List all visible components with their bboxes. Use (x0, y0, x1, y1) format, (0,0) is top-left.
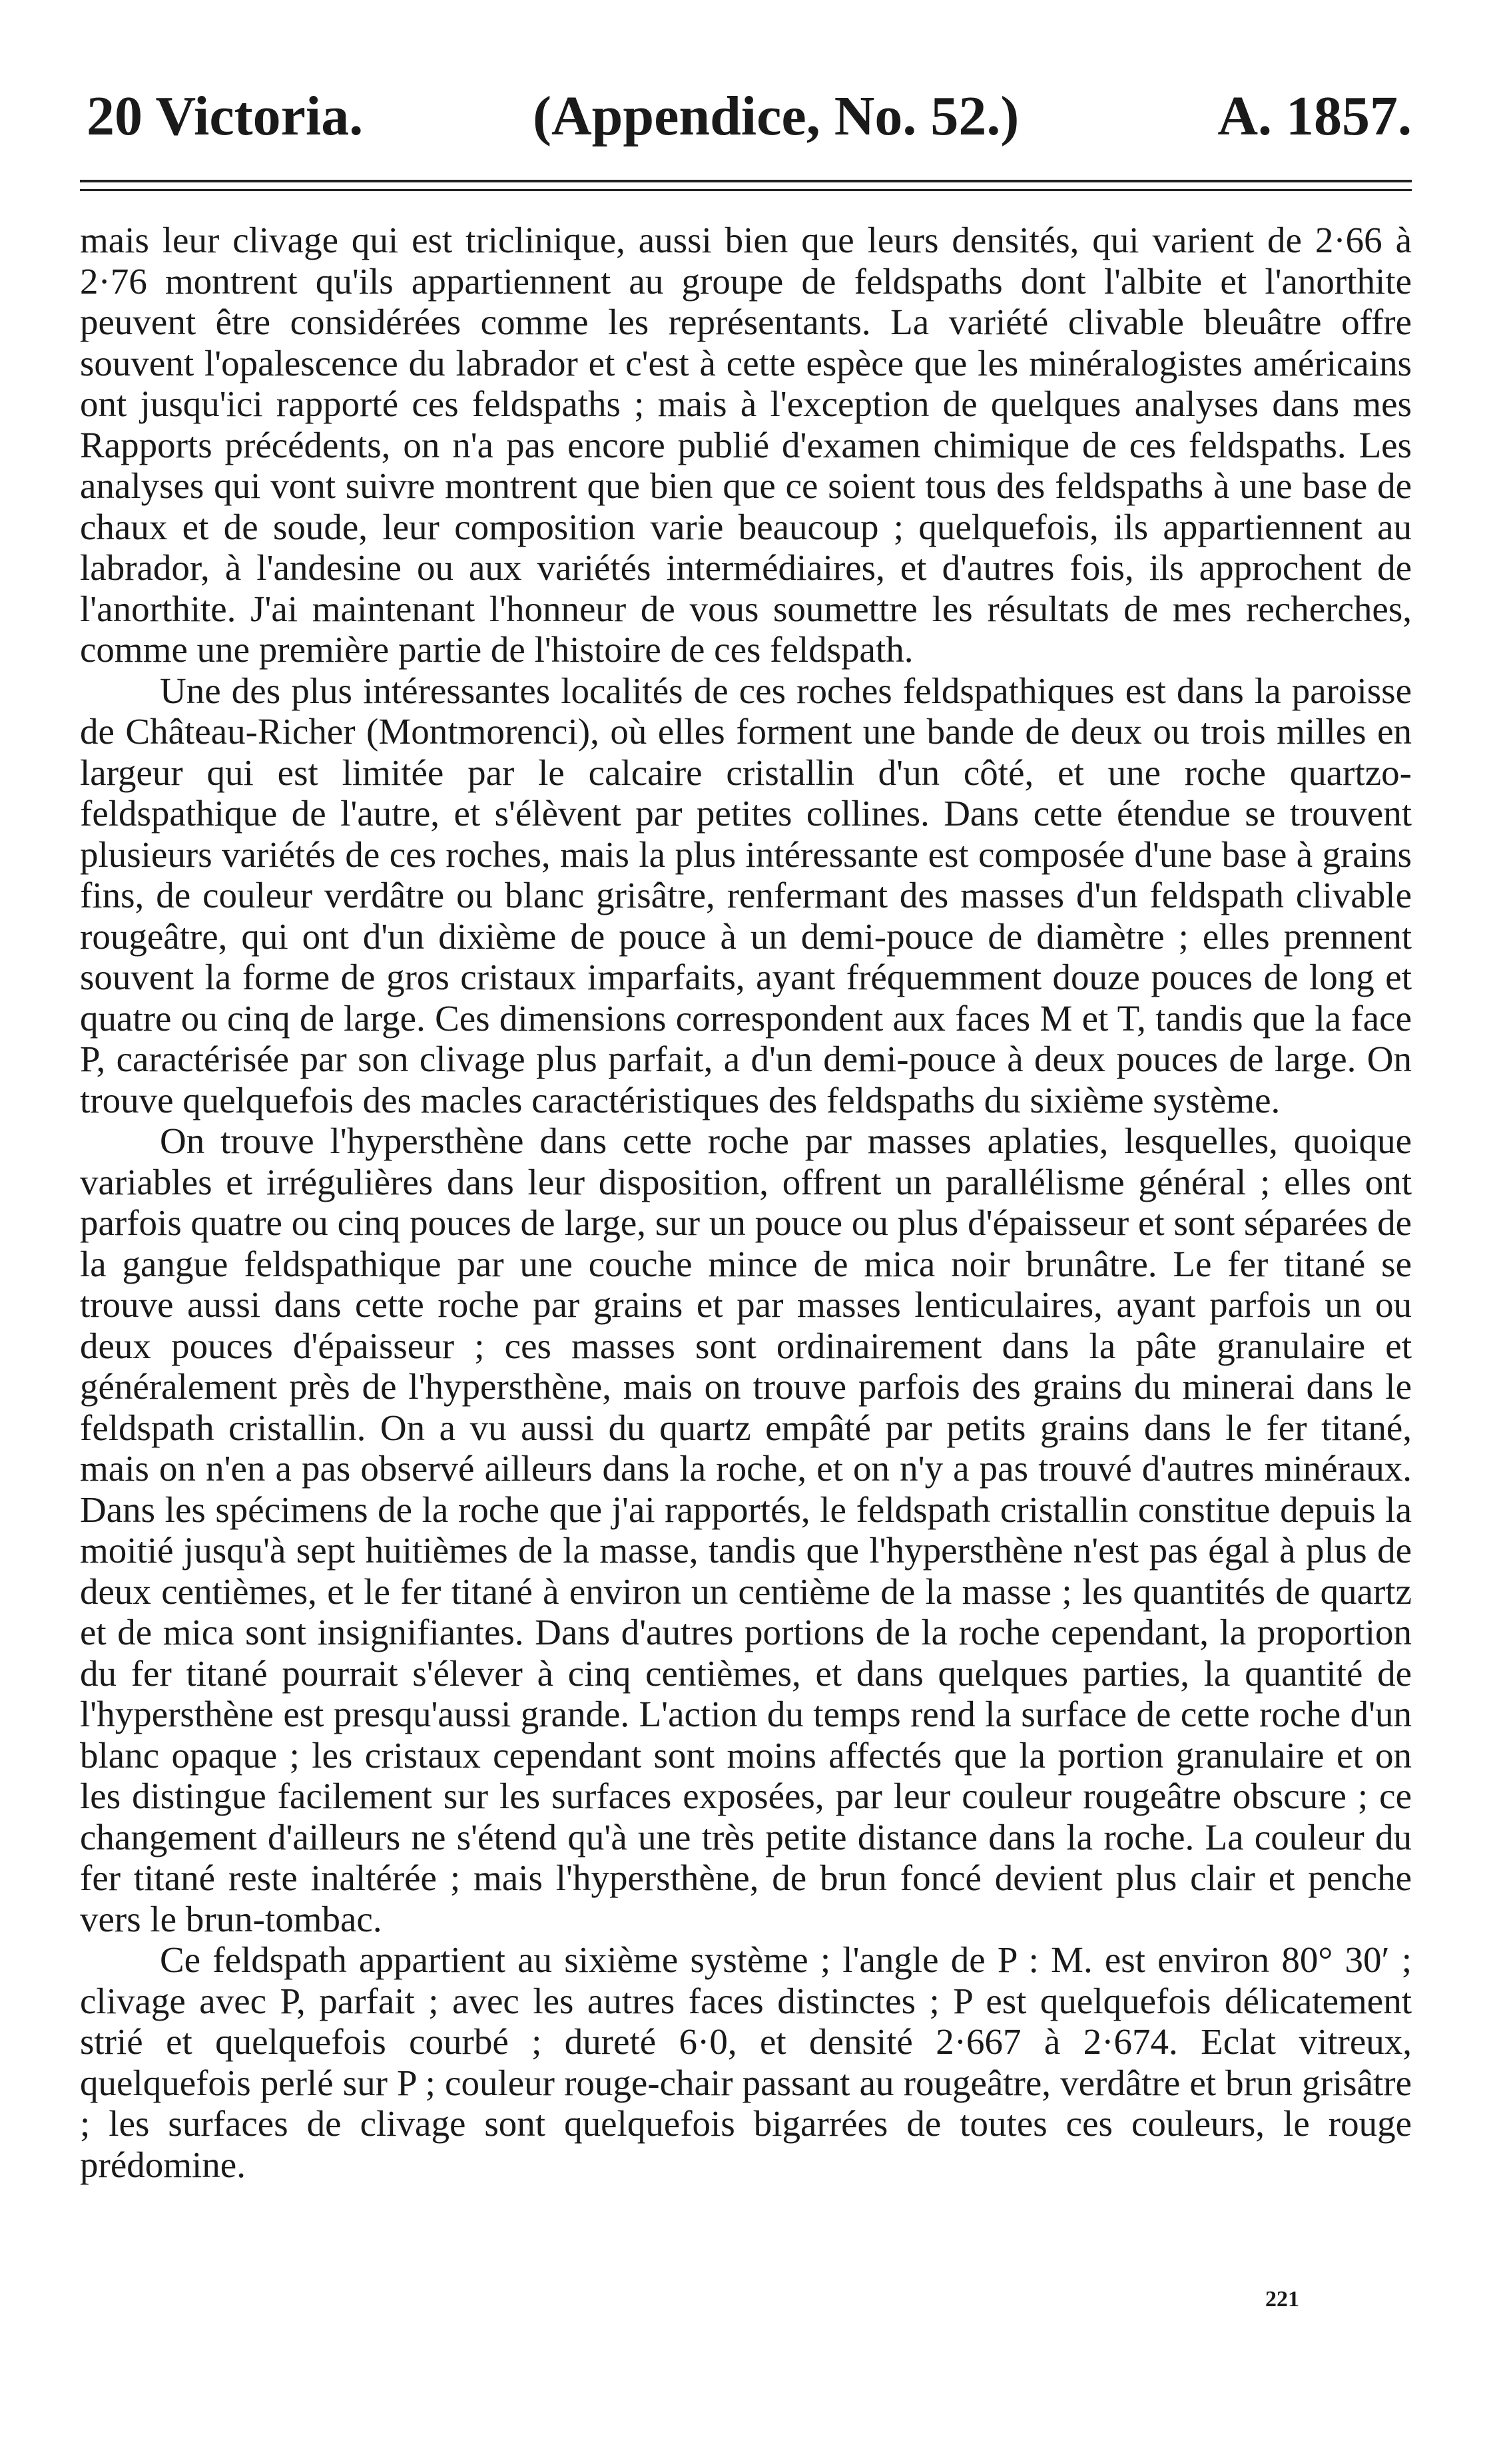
header-rule-bottom (80, 189, 1412, 191)
header-session: 20 Victoria. (87, 85, 364, 147)
header-rule-top (80, 180, 1412, 182)
body-text (80, 220, 1412, 2185)
paragraph-4: Ce feldspath appartient au sixième système ; l'angle de P : M. est environ 80° 30′ ; clivage avec P, parfait ; avec les autres faces distinctes ; P est quelquefois délicatement strié et quelquefois courbé ; dureté 6·0, et densité 2·667 à 2·674. Eclat vitreux, quelquefois perlé sur P ; couleur rouge-chair passant au rougeâtre, verdâtre et brun grisâtre ; les surfaces de clivage sont quelquefois bigarrées de toutes ces couleurs, le rouge prédomine. (80, 1939, 1412, 2185)
header-appendix: (Appendice, No. 52.) (533, 85, 1020, 147)
paragraph-3: On trouve l'hypersthène dans cette roche par masses aplaties, lesquelles, quoique variables et irrégulières dans leur disposition, offrent un parallélisme général ; elles ont parfois quatre ou cinq pouces de large, sur un pouce ou plus d'épaisseur et sont séparées de la gangue feldspathique par une couche mince de mica noir brunâtre. Le fer titané se trouve aussi dans cette roche par grains et par masses lenticulaires, ayant parfois un ou deux pouces d'épaisseur ; ces masses sont ordinairement dans la pâte granulaire et généralement près de l'hypersthène, mais on trouve parfois des grains du minerai dans le feldspath cristallin. On a vu aussi du quartz empâté par petits grains dans le fer titané, mais on n'en a pas observé ailleurs dans la roche, et on n'y a pas trouvé d'autres minéraux. Dans les spécimens de la roche que j'ai rapportés, le feldspath cristallin constitue depuis la moitié jusqu'à sept huitièmes de la masse, tandis que l'hypersthène n'est pas égal à plus de deux centièmes, et le fer titané à environ un centième de la masse ; les quantités de quartz et de mica sont insignifiantes. Dans d'autres portions de la roche cependant, la proportion du fer titané pourrait s'élever à cinq centièmes, et dans quelques parties, la quantité de l'hypersthène est presqu'aussi grande. L'action du temps rend la surface de cette roche d'un blanc opaque ; les cristaux cependant sont moins affectés que la portion granulaire et on les distingue facilement sur les surfaces exposées, par leur couleur rougeâtre obscure ; ce changement d'ailleurs ne s'étend qu'à une très petite distance dans la roche. La couleur du fer titané reste inaltérée ; mais l'hypersthène, de brun foncé devient plus clair et penche vers le brun-tombac. (80, 1120, 1412, 1939)
page-header (80, 80, 1412, 153)
paragraph-2: Une des plus intéressantes localités de ces roches feldspathiques est dans la paroisse de Château-Richer (Montmorenci), où elles forment une bande de deux ou trois milles en largeur qui est limitée par le calcaire cristallin d'un côté, et une roche quartzo-feldspathique de l'autre, et s'élèvent par petites collines. Dans cette étendue se trouvent plusieurs variétés de ces roches, mais la plus intéressante est composée d'une base à grains fins, de couleur verdâtre ou blanc grisâtre, renfermant des masses d'un feldspath clivable rougeâtre, qui ont d'un dixième de pouce à un demi-pouce de diamètre ; elles prennent souvent la forme de gros cristaux imparfaits, ayant fréquemment douze pouces de long et quatre ou cinq de large. Ces dimensions correspondent aux faces M et T, tandis que la face P, caractérisée par son clivage plus parfait, a d'un demi-pouce à deux pouces de large. On trouve quelquefois des macles caractéristiques des feldspaths du sixième système. (80, 670, 1412, 1120)
page-number: 221 (1265, 2287, 1299, 2312)
paragraph-1: mais leur clivage qui est triclinique, aussi bien que leurs densités, qui varient de 2·66 à 2·76 montrent qu'ils appartiennent au groupe de feldspaths dont l'albite et l'anorthite peuvent être considérées comme les représentants. La variété clivable bleuâtre offre souvent l'opalescence du labrador et c'est à cette espèce que les minéralogistes américains ont jusqu'ici rapporté ces feldspaths ; mais à l'exception de quelques analyses dans mes Rapports précédents, on n'a pas encore publié d'examen chimique de ces feldspaths. Les analyses qui vont suivre montrent que bien que ce soient tous des feldspaths à une base de chaux et de soude, leur composition varie beaucoup ; quelquefois, ils appartiennent au labrador, à l'andesine ou aux variétés intermédiaires, et d'autres fois, ils approchent de l'anorthite. J'ai maintenant l'honneur de vous soumettre les résultats de mes recherches, comme une première partie de l'histoire de ces feldspath. (80, 220, 1412, 670)
header-year: A. 1857. (1217, 85, 1412, 147)
